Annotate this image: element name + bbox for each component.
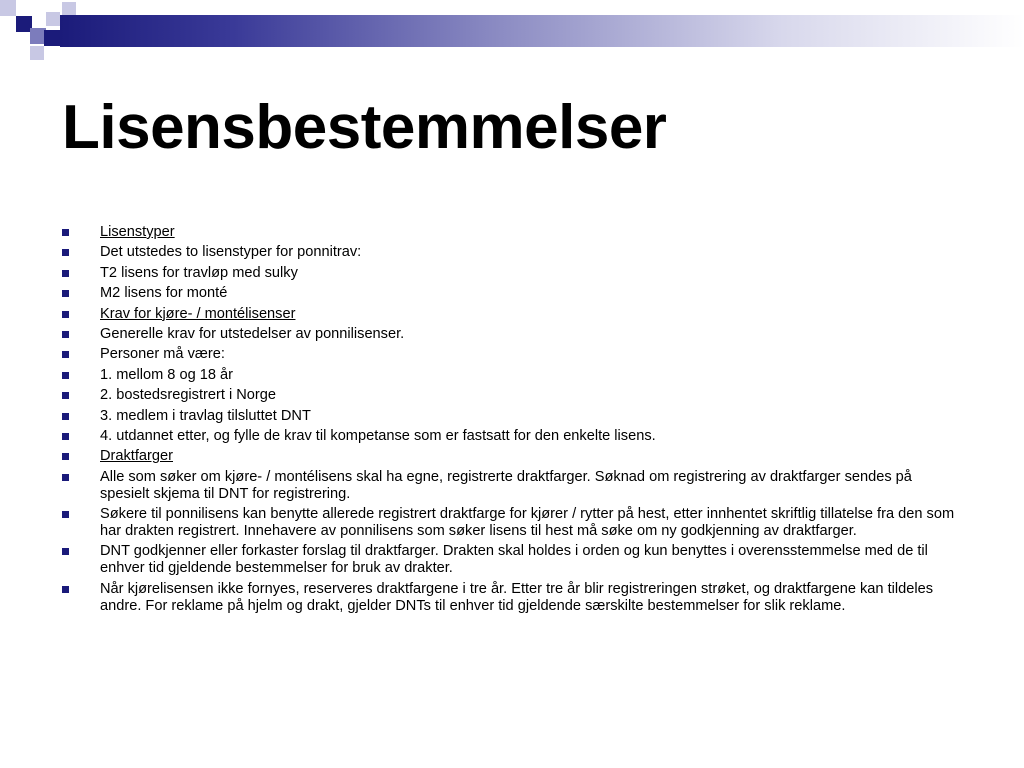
square-bullet-icon [62, 331, 69, 338]
list-item [62, 244, 962, 261]
section-heading: Draktfarger [100, 448, 173, 465]
header-decoration [0, 0, 1024, 64]
square-bullet-icon [62, 372, 69, 379]
bullet-text: T2 lisens for travløp med sulky [100, 264, 298, 281]
bullet-text: M2 lisens for monté [100, 285, 228, 302]
list-item [62, 408, 962, 425]
bullet-text: Når kjørelisensen ikke fornyes, reserveres draktfargene i tre år. Etter tre år blir registreringen strøket, og draktfargene kan tildeles andre. For reklame på hjelm og drakt, gjelder DNTs til enhver tid gjeldende særskilte bestemmelser for slik reklame. [100, 580, 934, 614]
square-bullet-icon [62, 249, 69, 256]
bullet-text: 2. bostedsregistrert i Norge [100, 387, 277, 404]
deco-square [46, 12, 60, 26]
square-bullet-icon [62, 229, 69, 236]
square-bullet-icon [62, 311, 69, 318]
bullet-text: 3. medlem i travlag tilsluttet DNT [100, 407, 311, 424]
list-item [62, 448, 962, 465]
list-item [62, 224, 962, 241]
square-bullet-icon [62, 474, 69, 481]
square-bullet-icon [62, 270, 69, 277]
list-item [62, 285, 962, 302]
square-bullet-icon [62, 413, 69, 420]
section-heading: Krav for kjøre- / montélisenser [100, 305, 296, 322]
deco-square [44, 30, 60, 46]
list-item [62, 428, 962, 445]
slide-title: Lisensbestemmelser [62, 93, 667, 162]
list-item [62, 265, 962, 282]
list-item [62, 387, 962, 404]
bullet-text: DNT godkjenner eller forkaster forslag til draktfarger. Drakten skal holdes i orden og kun benyttes i overensstemmelse med de til enhver tid gjeldende bestemmelser for bruk av drakter. [100, 543, 928, 577]
list-item [62, 543, 962, 577]
square-bullet-icon [62, 351, 69, 358]
deco-square [62, 2, 76, 16]
square-bullet-icon [62, 290, 69, 297]
bullet-text: 4. utdannet etter, og fylle de krav til kompetanse som er fastsatt for den enkelte lisens. [100, 427, 656, 444]
section-heading: Lisenstyper [100, 224, 175, 240]
deco-square [30, 46, 44, 60]
bullet-text: Det utstedes to lisenstyper for ponnitrav: [100, 244, 362, 261]
list-item [62, 306, 962, 323]
bullet-text: Personer må være: [100, 346, 225, 363]
square-bullet-icon [62, 392, 69, 399]
list-item [62, 326, 962, 343]
deco-square [0, 0, 16, 16]
square-bullet-icon [62, 433, 69, 440]
bullet-text: Alle som søker om kjøre- / montélisens skal ha egne, registrerte draktfarger. Søknad om registrering av draktfarger sendes på spesielt skjema til DNT for registrering. [100, 468, 912, 502]
list-item [62, 346, 962, 363]
list-item [62, 367, 962, 384]
list-item [62, 581, 962, 615]
bullet-text: 1. mellom 8 og 18 år [100, 366, 234, 383]
square-bullet-icon [62, 548, 69, 555]
square-bullet-icon [62, 511, 69, 518]
bullet-text: Generelle krav for utstedelser av ponnilisenser. [100, 325, 405, 342]
list-item [62, 469, 962, 503]
list-item [62, 506, 962, 540]
header-gradient-band [60, 15, 1024, 47]
square-bullet-icon [62, 453, 69, 460]
square-bullet-icon [62, 586, 69, 593]
bullet-list [62, 224, 962, 618]
bullet-text: Søkere til ponnilisens kan benytte allerede registrert draktfarge for kjører / rytter på hest, etter innhentet skriftlig tillatelse fra den som har drakten registrert. Innehavere av ponnilisens som søker lisens til hest må søke om ny godkjenning av draktfarger. [100, 506, 955, 540]
